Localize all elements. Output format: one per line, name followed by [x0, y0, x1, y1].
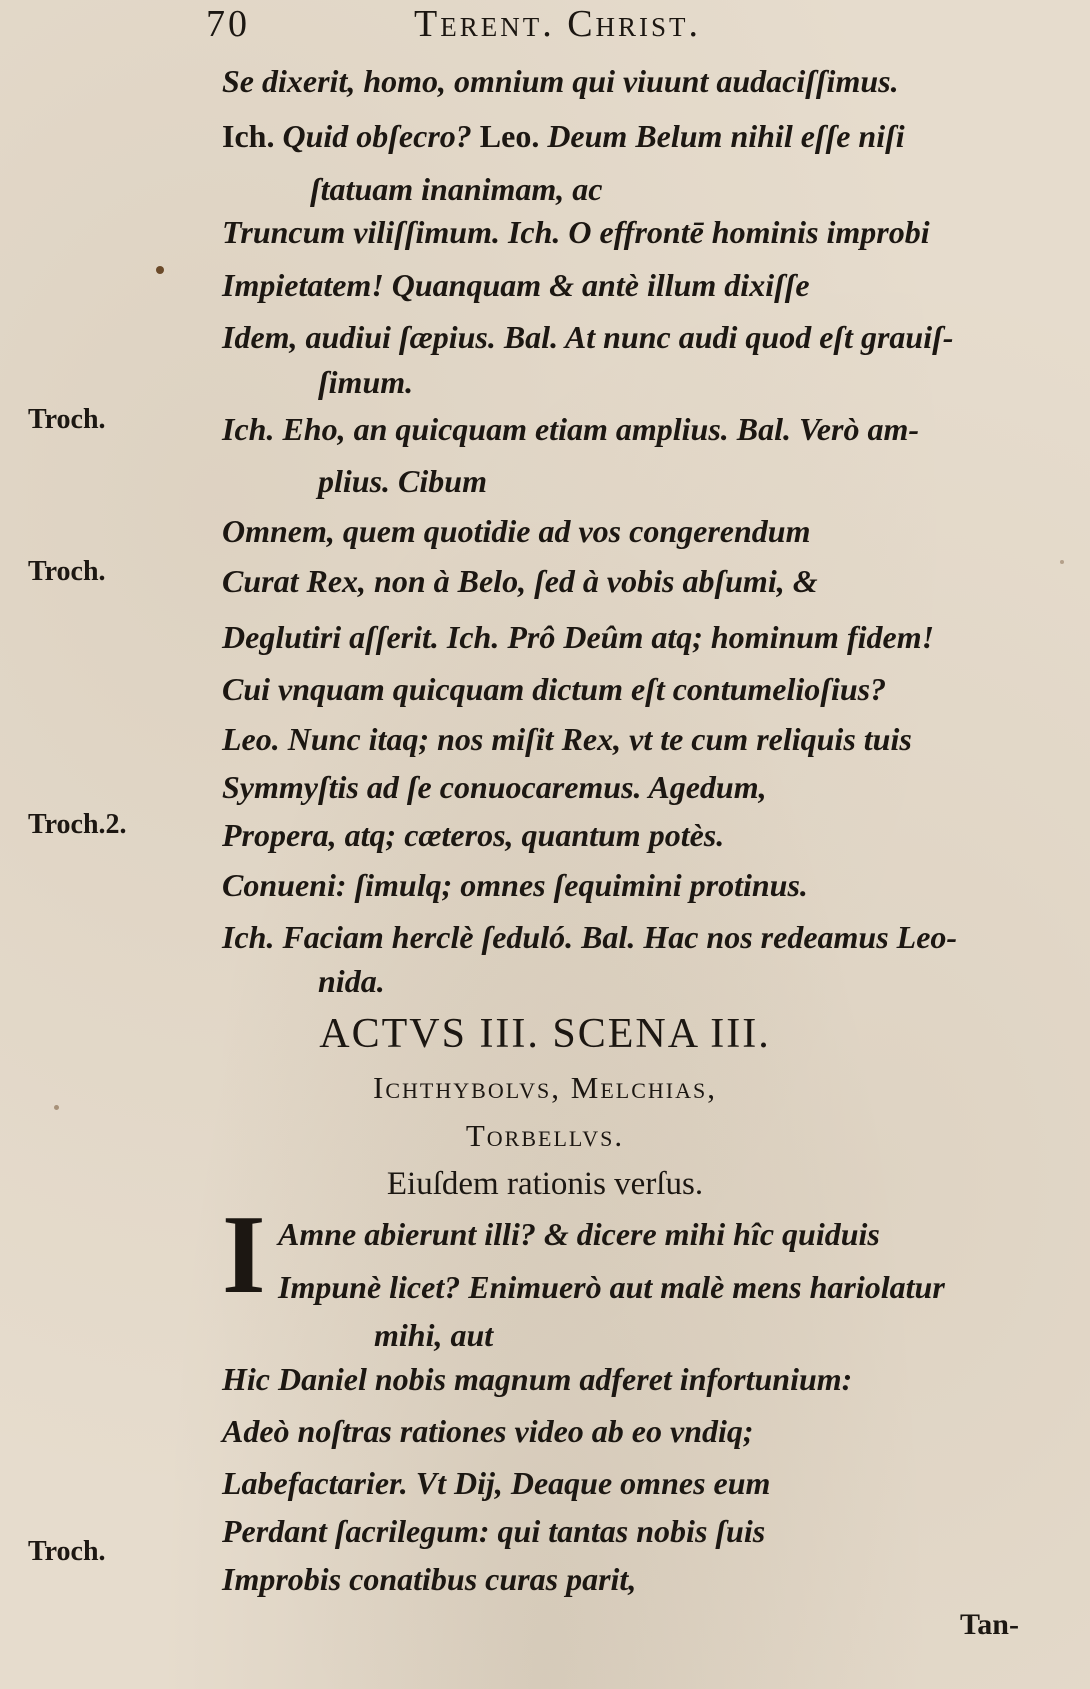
- verse-line: nida.: [318, 963, 385, 999]
- margin-note: Troch.: [28, 404, 106, 435]
- verse-line: mihi, aut: [374, 1317, 494, 1353]
- margin-note: Troch.: [28, 556, 106, 587]
- verse-note: Eiuſdem rationis verſus.: [386, 1166, 704, 1202]
- ink-speck: [1060, 560, 1064, 564]
- verse-line: Symmyſtis ad ſe conuocaremus. Agedum,: [222, 769, 767, 805]
- ink-speck: [156, 266, 164, 274]
- verse-line: Amne abierunt illi? & dicere mihi hîc quiduis: [278, 1216, 880, 1252]
- verse-line: Impunè licet? Enimuerò aut malè mens hariolatur: [278, 1269, 945, 1305]
- verse-line: Se dixerit, homo, omnium qui viuunt audaciſſimus.: [222, 63, 899, 99]
- verse-line: ſtatuam inanimam, ac: [310, 171, 603, 207]
- verse-line: Leo. Nunc itaq; nos miſit Rex, vt te cum reliquis tuis: [222, 721, 912, 757]
- catchword: Tan-: [960, 1608, 1019, 1641]
- verse-text: Deum Belum nihil eſſe niſi: [539, 118, 905, 154]
- dramatis-personae: Torbellvs.: [465, 1118, 625, 1153]
- verse-line: Perdant ſacrilegum: qui tantas nobis ſuis: [222, 1513, 766, 1549]
- verse-line: Truncum viliſſimum. Ich. O effrontē hominis improbi: [222, 214, 930, 250]
- verse-line: Idem, audiui ſæpius. Bal. At nunc audi quod eſt grauiſ-: [222, 319, 954, 355]
- speaker-label: Ich.: [222, 118, 275, 154]
- page-number: 70: [206, 3, 250, 45]
- running-head: [206, 2, 846, 54]
- verse-line: Propera, atq; cæteros, quantum potès.: [222, 817, 725, 853]
- verse-line: [222, 117, 905, 155]
- verse-line: plius. Cibum: [318, 463, 487, 499]
- margin-note: Troch.: [28, 1536, 106, 1567]
- running-title: Terent. Christ.: [414, 3, 702, 45]
- verse-text: Quid obſecro?: [274, 118, 480, 154]
- dramatis-personae: Ichthybolvs, Melchias,: [373, 1070, 717, 1105]
- verse-line: Deglutiri aſſerit. Ich. Prô Deûm atq; hominum fidem!: [222, 619, 935, 655]
- verse-line: Omnem, quem quotidie ad vos congerendum: [222, 513, 811, 549]
- verse-line: Labefactarier. Vt Dij, Deaque omnes eum: [222, 1465, 771, 1501]
- act-heading: ACTVS III. SCENA III.: [319, 1011, 771, 1057]
- verse-line: Adeò noſtras rationes video ab eo vndiq;: [222, 1413, 754, 1449]
- verse-line: Improbis conatibus curas parit,: [222, 1561, 637, 1597]
- verse-line: Cui vnquam quicquam dictum eſt contumelioſius?: [222, 671, 887, 707]
- verse-line: Ich. Eho, an quicquam etiam amplius. Bal. Verò am-: [222, 411, 919, 447]
- verse-line: Impietatem! Quanquam & antè illum dixiſſe: [222, 267, 810, 303]
- verse-line: Conueni: ſimulq; omnes ſequimini protinus.: [222, 867, 808, 903]
- verse-line: Hic Daniel nobis magnum adferet infortunium:: [222, 1361, 853, 1397]
- verse-line: Curat Rex, non à Belo, ſed à vobis abſumi, &: [222, 563, 818, 599]
- verse-line: ſimum.: [318, 364, 414, 400]
- drop-cap: I: [222, 1193, 266, 1317]
- speaker-label: Leo.: [479, 118, 540, 154]
- ink-speck: [54, 1105, 59, 1110]
- margin-note: Troch.2.: [28, 809, 127, 840]
- verse-line: Ich. Faciam herclè ſeduló. Bal. Hac nos redeamus Leo-: [222, 919, 958, 955]
